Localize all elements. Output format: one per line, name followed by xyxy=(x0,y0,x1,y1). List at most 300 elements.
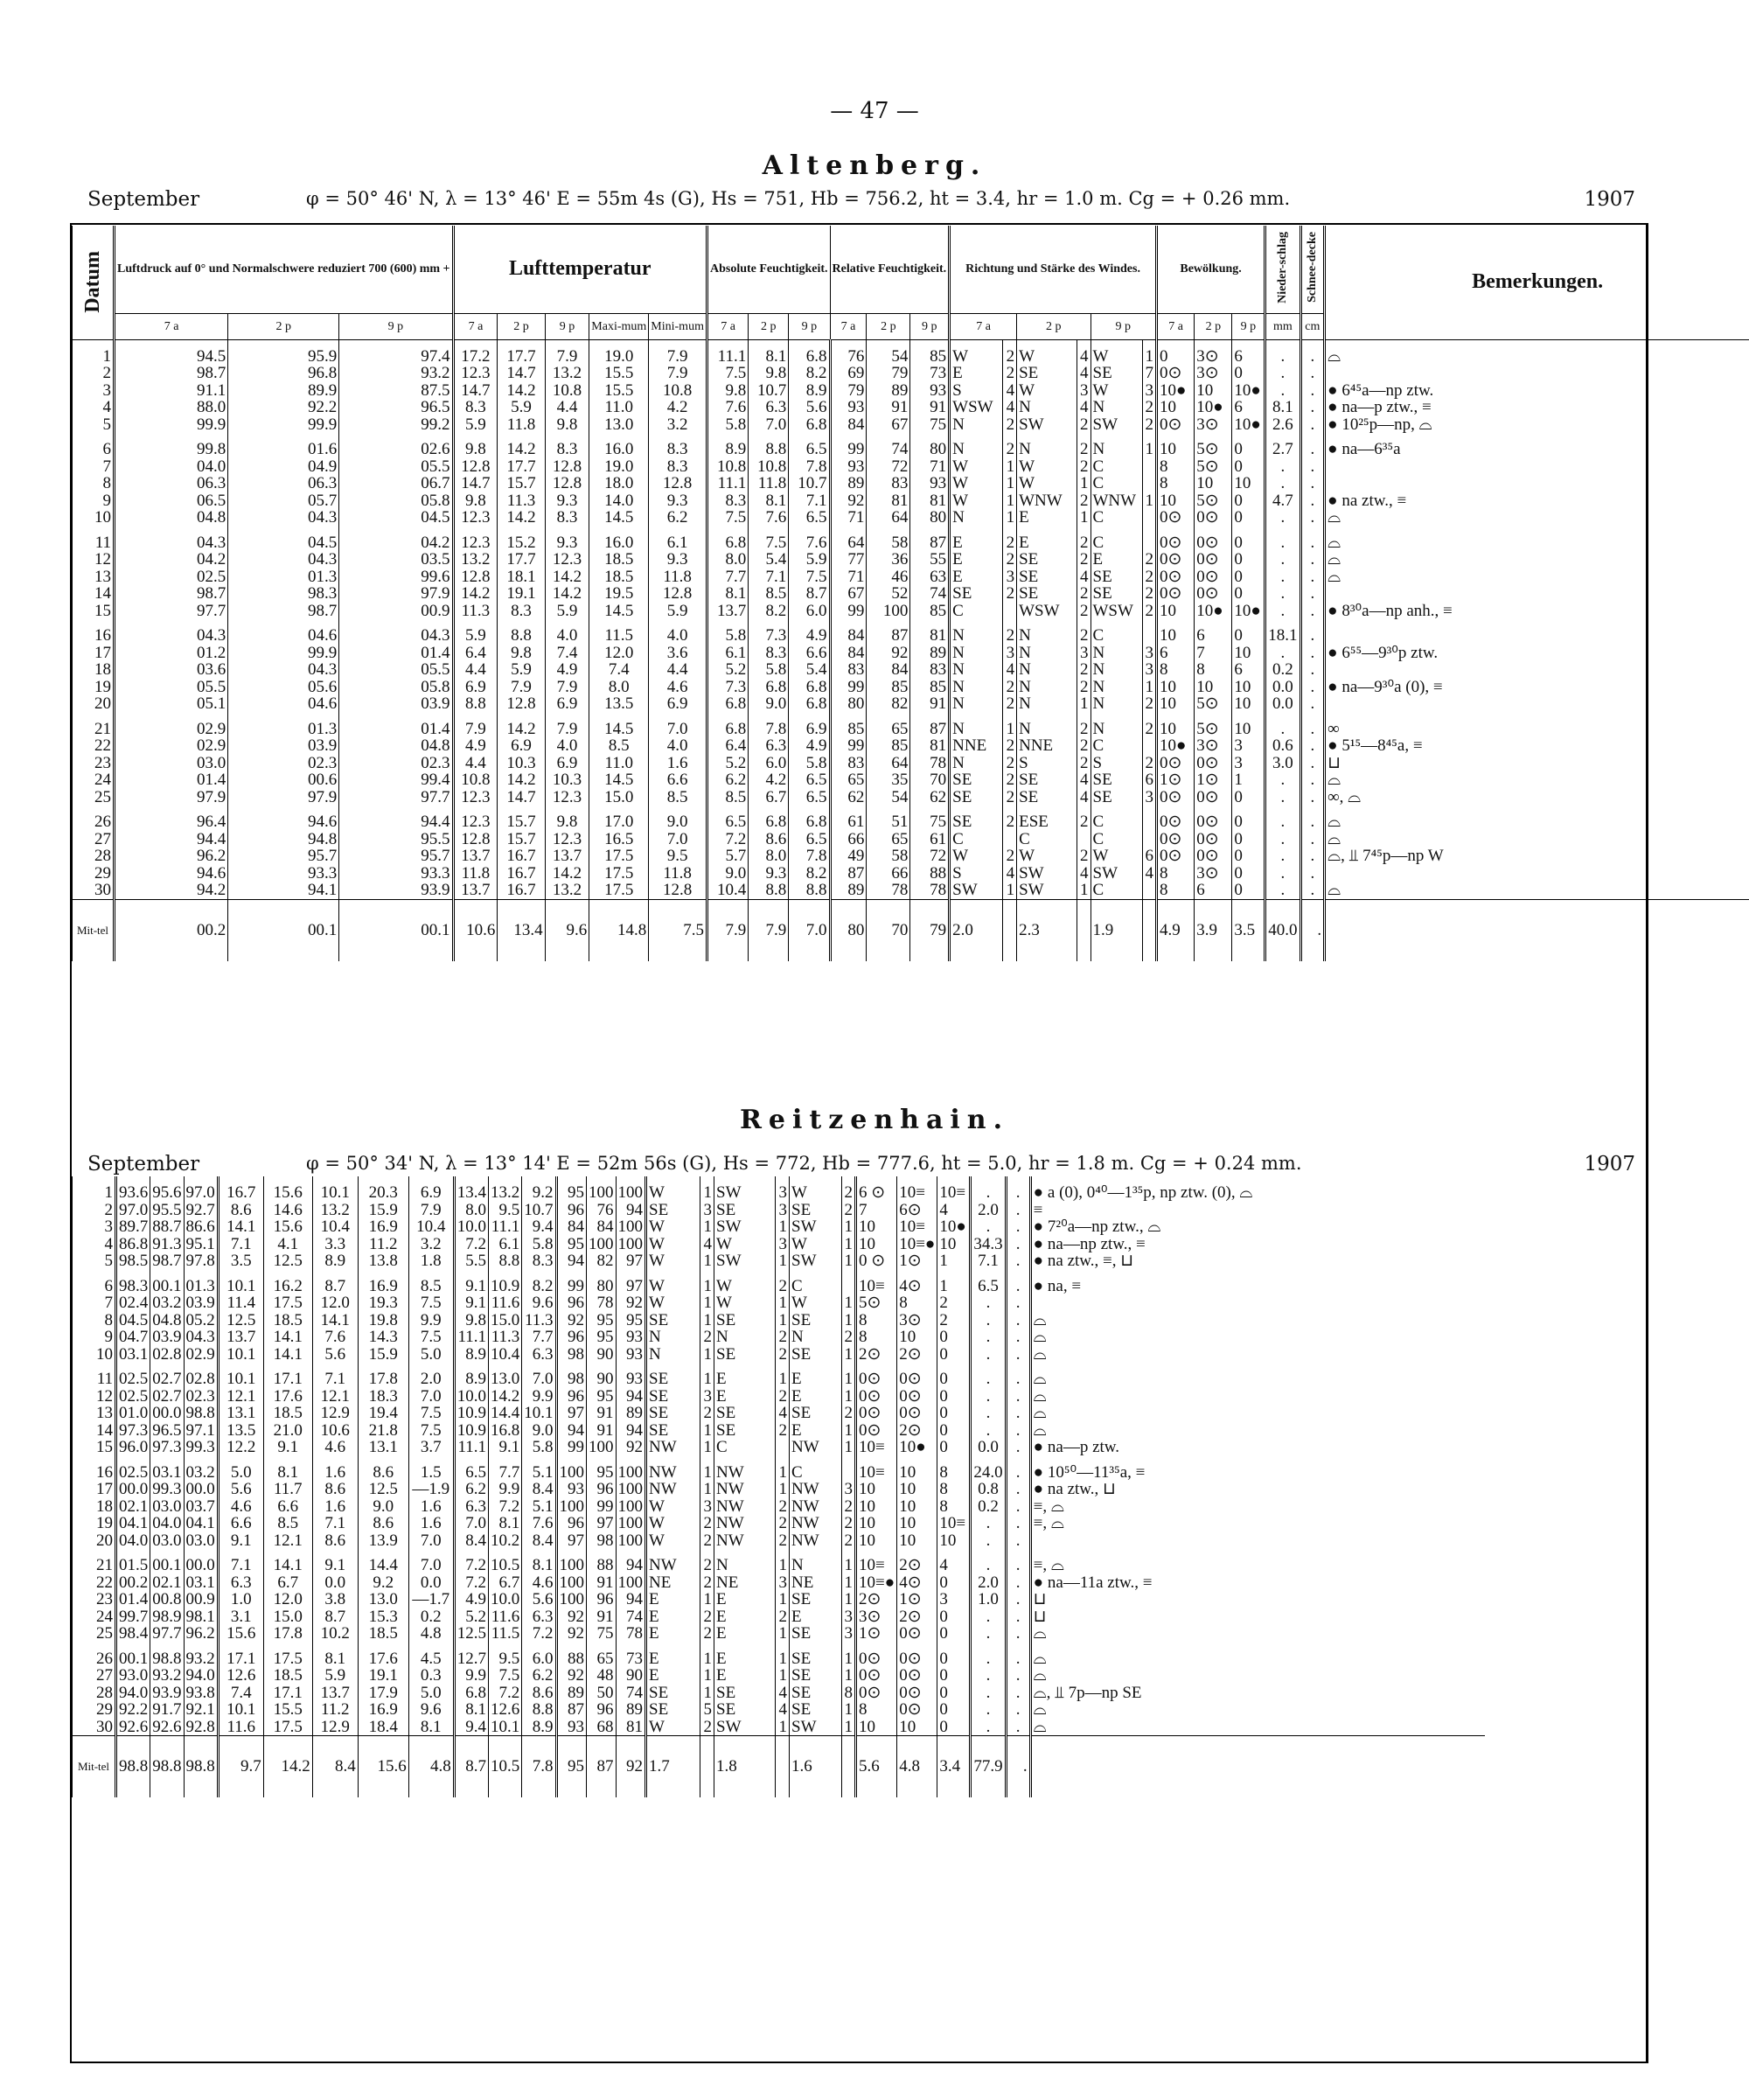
table-cell: 17 xyxy=(73,645,115,662)
table-cell: 8.0 xyxy=(589,679,649,696)
table-cell: 3 xyxy=(937,1591,971,1608)
table-cell: 92.2 xyxy=(116,1701,150,1719)
table-cell: 7.2 xyxy=(489,1685,522,1702)
table-cell: 90 xyxy=(587,1346,617,1364)
table-cell: 98.7 xyxy=(150,1252,184,1270)
table-cell: 95.5 xyxy=(150,1202,184,1219)
table-cell: 1⊙ xyxy=(897,1252,937,1270)
table-cell: 92 xyxy=(616,1294,646,1312)
mean-cell: 7.5 xyxy=(649,899,707,961)
table-cell: 64 xyxy=(830,527,867,552)
table-cell: 29 xyxy=(73,1701,116,1719)
table-cell: 2 xyxy=(700,1515,714,1532)
table-cell: 0⊙ xyxy=(1195,806,1232,831)
table-cell: 29 xyxy=(73,865,115,883)
table-cell: SE xyxy=(646,1202,700,1219)
table-cell: 4.4 xyxy=(545,399,589,416)
column-header: 2 p xyxy=(867,313,910,339)
table-cell: 00.2 xyxy=(116,1574,150,1592)
table-cell: 1 xyxy=(937,1270,971,1295)
table-cell: 14.7 xyxy=(453,475,498,492)
table-cell: 85 xyxy=(910,603,950,620)
table-cell: 93 xyxy=(910,382,950,400)
table-row xyxy=(73,527,1749,552)
column-header: Lufttemperatur xyxy=(453,226,707,313)
table-cell: 1 xyxy=(842,1363,856,1388)
table-cell: 0.2 xyxy=(971,1498,1006,1516)
table-cell: 03.5 xyxy=(339,551,453,569)
table-cell: 2 xyxy=(1003,585,1017,603)
table-cell: 0 xyxy=(1232,433,1265,458)
table-cell: 99 xyxy=(830,737,867,755)
table-cell: 100 xyxy=(867,603,910,620)
table-cell: ⌓ xyxy=(1325,509,1749,527)
table-cell: 6.5 xyxy=(789,771,830,789)
table-cell: 6.2 xyxy=(707,771,748,789)
table-cell: 13.5 xyxy=(218,1422,263,1440)
table-cell: 0⊙ xyxy=(1195,509,1232,527)
table-cell: 0 xyxy=(937,1643,971,1668)
table-cell: E xyxy=(790,1388,842,1406)
table-cell: 4.9 xyxy=(789,619,830,645)
table-cell: 9.5 xyxy=(489,1202,522,1219)
table-cell: W xyxy=(646,1218,700,1236)
table-cell: . xyxy=(1300,382,1325,400)
table-cell: E xyxy=(646,1667,700,1685)
table-cell: 10 xyxy=(1232,645,1265,662)
table-cell: 78 xyxy=(616,1625,646,1643)
table-cell: 8.9 xyxy=(522,1719,556,1736)
table-cell: ● na—np ztw., ≡ xyxy=(1030,1236,1485,1253)
table-cell: 78 xyxy=(587,1294,617,1312)
table-cell: 0⊙ xyxy=(856,1667,897,1685)
table-cell: 9.1 xyxy=(312,1549,358,1574)
table-cell xyxy=(1325,695,1749,713)
table-cell: E xyxy=(714,1643,776,1668)
table-cell: 80 xyxy=(910,509,950,527)
table-cell: 9.0 xyxy=(749,695,789,713)
table-cell: 05.8 xyxy=(339,679,453,696)
table-cell: 6.8 xyxy=(454,1685,488,1702)
table-cell: 7.1 xyxy=(312,1363,358,1388)
table-cell: 4.8 xyxy=(408,1625,454,1643)
table-cell: 8.3 xyxy=(749,645,789,662)
table-cell: 03.0 xyxy=(150,1532,184,1550)
table-cell: . xyxy=(1006,1719,1030,1736)
table-cell: 15.9 xyxy=(358,1202,408,1219)
table-cell: 25 xyxy=(73,1625,116,1643)
table-cell: NNE xyxy=(1017,737,1077,755)
table-cell: 18.1 xyxy=(1265,619,1300,645)
table-cell: 62 xyxy=(910,789,950,806)
table-cell: 0 xyxy=(1232,789,1265,806)
table-cell: 0⊙ xyxy=(1156,527,1194,552)
table-cell: 8.6 xyxy=(358,1456,408,1482)
table-cell: 5.9 xyxy=(649,603,707,620)
table-cell: 4.4 xyxy=(453,755,498,772)
table-cell: 8.6 xyxy=(312,1481,358,1498)
table-cell: . xyxy=(971,1701,1006,1719)
table-cell: 13.0 xyxy=(489,1363,522,1388)
mean-row xyxy=(73,1736,1486,1798)
table-row xyxy=(73,1405,1486,1422)
mean-cell: 3.5 xyxy=(1232,899,1265,961)
table-cell: N xyxy=(714,1329,776,1346)
mean-cell: 4.8 xyxy=(897,1736,937,1798)
table-cell: 01.4 xyxy=(339,645,453,662)
table-cell: 7.0 xyxy=(649,713,707,738)
table-cell: 24 xyxy=(73,1608,116,1626)
table-cell: 10 xyxy=(73,509,115,527)
month-label: September xyxy=(87,188,200,211)
mean-cell: . xyxy=(1300,899,1325,961)
table-cell: 10.7 xyxy=(522,1202,556,1219)
table-cell: 0 xyxy=(1156,339,1194,365)
table-cell: 81 xyxy=(616,1719,646,1736)
table-cell: C xyxy=(950,831,1003,848)
table-cell: 03.9 xyxy=(150,1329,184,1346)
column-header xyxy=(1300,226,1325,313)
table-cell: 0⊙ xyxy=(856,1422,897,1440)
table-cell: 10.8 xyxy=(707,458,748,476)
table-cell: 0 xyxy=(1232,492,1265,510)
table-cell: 12.5 xyxy=(218,1312,263,1329)
table-cell: SE xyxy=(790,1643,842,1668)
table-cell: 7.9 xyxy=(545,713,589,738)
table-cell: 10 xyxy=(856,1532,897,1550)
table-cell: 74 xyxy=(910,585,950,603)
table-cell: 0 xyxy=(937,1719,971,1736)
table-cell: 81 xyxy=(910,619,950,645)
table-cell: SE xyxy=(714,1202,776,1219)
table-cell: 9.8 xyxy=(453,492,498,510)
table-cell: 95 xyxy=(587,1329,617,1346)
table-cell: 27 xyxy=(73,1667,116,1685)
table-cell: 94 xyxy=(556,1422,587,1440)
table-cell: 8.0 xyxy=(454,1202,488,1219)
table-cell: 18 xyxy=(73,661,115,679)
table-cell: 65 xyxy=(867,713,910,738)
column-header: 2 p xyxy=(749,313,789,339)
table-cell: C xyxy=(1091,737,1142,755)
table-row xyxy=(73,865,1749,883)
table-cell: 12 xyxy=(73,551,115,569)
table-cell: C xyxy=(1091,509,1142,527)
table-cell: 99.9 xyxy=(228,416,339,434)
table-cell: 7.5 xyxy=(489,1667,522,1685)
table-cell: 15.2 xyxy=(498,527,545,552)
table-cell: ⌓ xyxy=(1325,339,1749,365)
table-cell: 73 xyxy=(910,365,950,382)
table-cell: 14.5 xyxy=(589,771,649,789)
table-cell: 14.7 xyxy=(498,789,545,806)
table-cell: 05.5 xyxy=(339,661,453,679)
mean-cell: 70 xyxy=(867,899,910,961)
mean-cell: 4.8 xyxy=(408,1736,454,1798)
table-cell xyxy=(1142,737,1156,755)
table-cell: . xyxy=(1300,755,1325,772)
table-cell: 5.9 xyxy=(789,551,830,569)
table-cell: 97.7 xyxy=(115,603,228,620)
mean-cell: Mit-tel xyxy=(73,899,115,961)
table-cell: 02.1 xyxy=(116,1498,150,1516)
table-row xyxy=(73,1719,1486,1736)
table-cell: 26 xyxy=(73,1643,116,1668)
table-cell: E xyxy=(950,569,1003,586)
table-cell: 9 xyxy=(73,1329,116,1346)
table-cell: 5.1 xyxy=(522,1498,556,1516)
table-cell: . xyxy=(1006,1363,1030,1388)
table-cell: 82 xyxy=(867,695,910,713)
table-cell: 2 xyxy=(1003,771,1017,789)
table-cell: 14.4 xyxy=(489,1405,522,1422)
table-cell: 2⊙ xyxy=(897,1608,937,1626)
table-cell: SW xyxy=(790,1252,842,1270)
table-cell: 1 xyxy=(700,1312,714,1329)
table-cell: 02.1 xyxy=(150,1574,184,1592)
table-cell: 6.7 xyxy=(749,789,789,806)
table-cell: 80 xyxy=(587,1270,617,1295)
table-cell: S xyxy=(950,382,1003,400)
table-cell: 16.2 xyxy=(263,1270,312,1295)
table-cell xyxy=(842,1456,856,1482)
table-cell: . xyxy=(1300,737,1325,755)
table-cell: 17.5 xyxy=(589,865,649,883)
table-cell: 49 xyxy=(830,848,867,865)
table-cell: 2 xyxy=(776,1608,790,1626)
table-cell: 8.8 xyxy=(522,1701,556,1719)
table-cell: 7.5 xyxy=(707,365,748,382)
table-cell: 1 xyxy=(776,1294,790,1312)
table-row xyxy=(73,806,1749,831)
table-cell: 6.8 xyxy=(749,806,789,831)
table-cell: 99.9 xyxy=(228,645,339,662)
table-cell: N xyxy=(950,416,1003,434)
table-cell: 14.2 xyxy=(545,865,589,883)
table-cell: 4.0 xyxy=(545,619,589,645)
table-cell: 2 xyxy=(842,1405,856,1422)
table-cell: 77 xyxy=(830,551,867,569)
table-cell: 1 xyxy=(842,1719,856,1736)
table-cell: 03.1 xyxy=(184,1574,218,1592)
table-row xyxy=(73,1252,1486,1270)
table-cell: 74 xyxy=(616,1685,646,1702)
table-cell: 5.4 xyxy=(749,551,789,569)
table-cell: 0⊙ xyxy=(1156,585,1194,603)
table-cell: . xyxy=(1006,1608,1030,1626)
table-cell: 0⊙ xyxy=(1156,416,1194,434)
table-cell: . xyxy=(1300,882,1325,899)
table-cell: SW xyxy=(714,1176,776,1202)
table-cell: 5.9 xyxy=(453,416,498,434)
table-cell: 4⊙ xyxy=(897,1574,937,1592)
table-cell: 1 xyxy=(1232,771,1265,789)
table-cell: SE xyxy=(790,1405,842,1422)
table-cell: 10 xyxy=(897,1481,937,1498)
table-cell: 87 xyxy=(910,527,950,552)
table-cell: 97.9 xyxy=(115,789,228,806)
table-cell: 5.6 xyxy=(218,1481,263,1498)
table-cell: 5⊙ xyxy=(1195,458,1232,476)
table-cell: 92.7 xyxy=(184,1202,218,1219)
mean-cell: Mit-tel xyxy=(73,1736,116,1798)
table-cell: NNE xyxy=(950,737,1003,755)
table-cell: 93.3 xyxy=(228,865,339,883)
table-cell: . xyxy=(1006,1236,1030,1253)
table-cell: 10● xyxy=(1232,603,1265,620)
table-cell: 16.9 xyxy=(358,1218,408,1236)
table-cell: W xyxy=(646,1294,700,1312)
table-cell: 0 xyxy=(937,1422,971,1440)
table-cell: 6.8 xyxy=(707,527,748,552)
table-cell: ● 5¹⁵—8⁴⁵a, ≡ xyxy=(1325,737,1749,755)
table-cell: 55 xyxy=(910,551,950,569)
table-cell: 100 xyxy=(616,1574,646,1592)
table-cell: 2 xyxy=(1003,848,1017,865)
table-cell: SW xyxy=(1091,865,1142,883)
table-cell: ⌓ xyxy=(1030,1312,1485,1329)
table-cell: 8.1 xyxy=(312,1643,358,1668)
table-cell: ● 6⁴⁵a—np ztw. xyxy=(1325,382,1749,400)
table-cell: 2 xyxy=(1077,458,1091,476)
table-cell: 0⊙ xyxy=(1156,806,1194,831)
table-cell: 6.5 xyxy=(789,509,830,527)
table-cell: 10 xyxy=(937,1236,971,1253)
table-cell: 18.5 xyxy=(358,1625,408,1643)
table-cell: 4.9 xyxy=(453,737,498,755)
table-cell: 7.0 xyxy=(522,1363,556,1388)
table-cell: 3⊙ xyxy=(1195,865,1232,883)
table-cell: 00.9 xyxy=(339,603,453,620)
table-cell: SW xyxy=(790,1218,842,1236)
table-cell: 3.5 xyxy=(218,1252,263,1270)
table-cell: 99.9 xyxy=(115,416,228,434)
table-cell: 8.3 xyxy=(545,509,589,527)
table-cell: . xyxy=(1265,509,1300,527)
table-cell: . xyxy=(1265,645,1300,662)
table-cell: 95.5 xyxy=(339,831,453,848)
table-row xyxy=(73,365,1749,382)
table-cell: SW xyxy=(1017,882,1077,899)
table-cell: 5.4 xyxy=(789,661,830,679)
table-cell: 3 xyxy=(776,1202,790,1219)
table-cell: 79 xyxy=(867,365,910,382)
table-cell: . xyxy=(971,1363,1006,1388)
table-cell: SW xyxy=(790,1719,842,1736)
table-cell: 1 xyxy=(842,1218,856,1236)
table-cell: . xyxy=(971,1685,1006,1702)
table-cell: E xyxy=(646,1643,700,1668)
table-cell: . xyxy=(1265,569,1300,586)
table-cell: 6.1 xyxy=(649,527,707,552)
table-cell: 1 xyxy=(842,1346,856,1364)
table-cell: 3 xyxy=(1003,645,1017,662)
table-cell: 03.0 xyxy=(150,1498,184,1516)
table-cell: 10.2 xyxy=(312,1625,358,1643)
table-cell: 78 xyxy=(910,882,950,899)
column-header xyxy=(73,226,115,339)
table-cell: 4 xyxy=(1077,865,1091,883)
table-cell: 18.5 xyxy=(263,1667,312,1685)
coordinates: φ = 50° 46' N, λ = 13° 46' E = 55m 4s (G), Hs = 751, Hb = 756.2, ht = 3.4, hr = 1.0 m. Cg = + 0.26 mm. xyxy=(306,188,1291,209)
table-cell: 99.8 xyxy=(115,433,228,458)
table-cell: 92.1 xyxy=(184,1701,218,1719)
table-cell: 9.8 xyxy=(498,645,545,662)
table-cell: 1 xyxy=(1003,492,1017,510)
table-cell: 06.7 xyxy=(339,475,453,492)
table-cell: 04.3 xyxy=(184,1329,218,1346)
table-cell: 84 xyxy=(587,1218,617,1236)
table-cell: 96 xyxy=(587,1481,617,1498)
table-cell: 2 xyxy=(1003,695,1017,713)
table-cell: . xyxy=(1300,848,1325,865)
table-cell: 13.5 xyxy=(589,695,649,713)
table-cell: 3.6 xyxy=(649,645,707,662)
table-cell: 93 xyxy=(616,1346,646,1364)
table-cell: 10.8 xyxy=(545,382,589,400)
table-cell: 9.4 xyxy=(522,1218,556,1236)
table-cell: 15.7 xyxy=(498,831,545,848)
table-cell: 16.9 xyxy=(358,1270,408,1295)
table-cell: 16 xyxy=(73,619,115,645)
table-cell: 2 xyxy=(776,1498,790,1516)
table-cell: 6.8 xyxy=(707,695,748,713)
table-row xyxy=(73,882,1749,899)
table-cell: 79 xyxy=(830,382,867,400)
table-cell: 5.8 xyxy=(707,619,748,645)
table-cell: 05.1 xyxy=(115,695,228,713)
table-cell: 3⊙ xyxy=(1195,339,1232,365)
table-cell: 1 xyxy=(1077,509,1091,527)
table-cell: 16.7 xyxy=(218,1176,263,1202)
table-cell: 12.7 xyxy=(454,1643,488,1668)
table-cell: 12.5 xyxy=(358,1481,408,1498)
table-cell: . xyxy=(1300,679,1325,696)
table-cell: 8.6 xyxy=(358,1515,408,1532)
table-cell: NW xyxy=(790,1515,842,1532)
table-cell: 7.9 xyxy=(649,339,707,365)
table-cell: 01.3 xyxy=(184,1270,218,1295)
table-cell: . xyxy=(1006,1456,1030,1482)
table-cell: 0 xyxy=(1232,458,1265,476)
table-cell: 12.5 xyxy=(263,1252,312,1270)
table-cell: 30 xyxy=(73,882,115,899)
vertical-header-text: Nieder-schlag xyxy=(1276,231,1290,303)
table-cell: 6 ⊙ xyxy=(856,1176,897,1202)
table-cell: 0 xyxy=(1232,619,1265,645)
table-row xyxy=(73,1667,1486,1685)
table-cell: 7.7 xyxy=(707,569,748,586)
table-cell: NW xyxy=(646,1456,700,1482)
table-cell: 99 xyxy=(830,679,867,696)
table-cell: SW xyxy=(1017,865,1077,883)
column-header: 2 p xyxy=(498,313,545,339)
table-cell: 8.3 xyxy=(522,1252,556,1270)
table-cell: 0⊙ xyxy=(1195,755,1232,772)
table-cell: 1 xyxy=(776,1719,790,1736)
table-row xyxy=(73,645,1749,662)
table-cell: 15 xyxy=(73,603,115,620)
table-cell: 8.2 xyxy=(749,603,789,620)
table-cell: 2 xyxy=(1142,713,1156,738)
mean-cell: 98.8 xyxy=(116,1736,150,1798)
table-cell: 87 xyxy=(910,713,950,738)
table-cell: 91.1 xyxy=(115,382,228,400)
column-header: 9 p xyxy=(789,313,830,339)
table-cell: 9.2 xyxy=(522,1176,556,1202)
table-row xyxy=(73,1608,1486,1626)
table-cell: 7.6 xyxy=(312,1329,358,1346)
